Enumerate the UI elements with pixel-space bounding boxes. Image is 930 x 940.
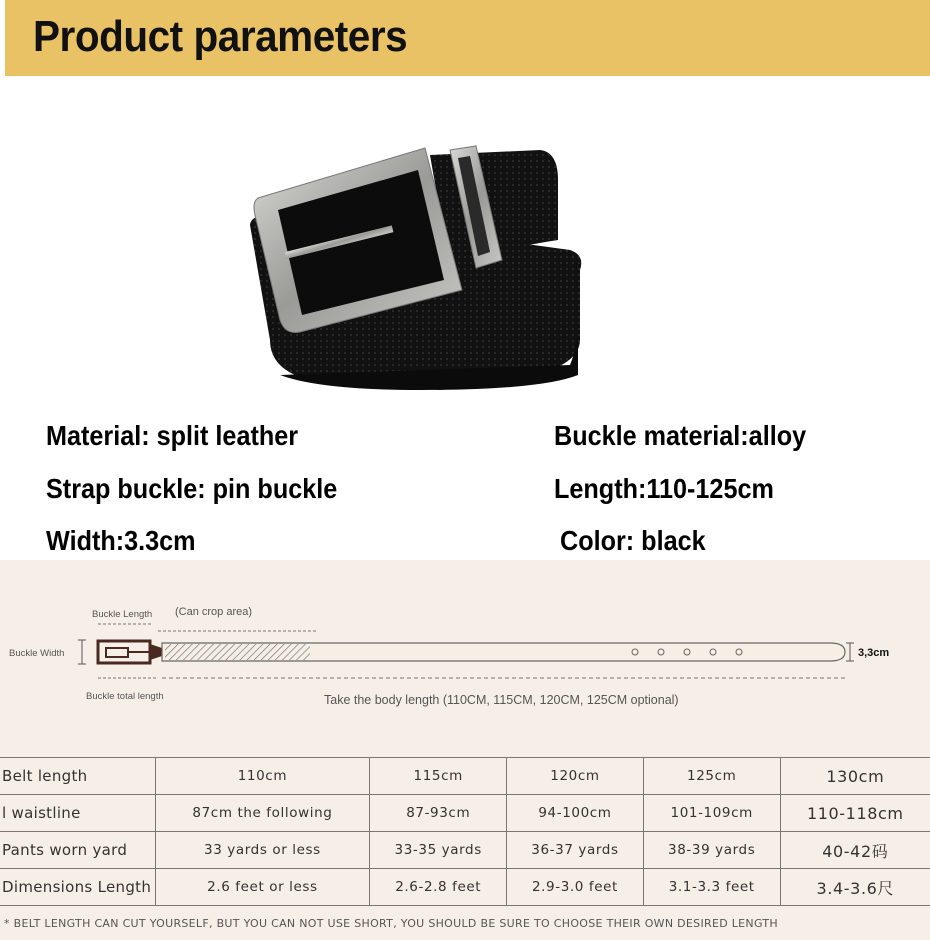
- buckle-total-length-label: Buckle total length: [86, 691, 164, 702]
- table-cell: 3.4-3.6尺: [780, 869, 930, 906]
- table-cell: 36-37 yards: [507, 832, 644, 869]
- spec-length: Length:110-125cm: [554, 473, 774, 504]
- spec-width: Width:3.3cm: [46, 525, 196, 556]
- table-row: [0, 758, 930, 795]
- table-cell: 101-109cm: [643, 795, 780, 832]
- table-cell: 125cm: [643, 758, 780, 795]
- table-cell: 115cm: [370, 758, 507, 795]
- table-cell: 33 yards or less: [155, 832, 370, 869]
- spec-material: Material: split leather: [46, 420, 299, 451]
- crop-area-label: (Can crop area): [175, 606, 253, 618]
- table-cell: 87cm the following: [155, 795, 370, 832]
- table-row-label: l waistline: [0, 795, 155, 832]
- table-cell: 2.6 feet or less: [155, 869, 370, 906]
- size-table: [0, 757, 930, 906]
- header-banner: [5, 0, 930, 76]
- table-row-label: Pants worn yard: [0, 832, 155, 869]
- belt-dimension-diagram: [0, 560, 930, 750]
- body-length-label: Take the body length (110CM, 115CM, 120CM, 125CM optional): [324, 693, 679, 707]
- table-row-label: Belt length: [0, 758, 155, 795]
- table-cell: 120cm: [507, 758, 644, 795]
- buckle-width-label: Buckle Width: [9, 648, 65, 659]
- table-row: [0, 869, 930, 906]
- table-row: [0, 832, 930, 869]
- table-cell: 33-35 yards: [370, 832, 507, 869]
- strap-width-label: 3,3cm: [858, 647, 890, 659]
- table-row: [0, 795, 930, 832]
- table-cell: 87-93cm: [370, 795, 507, 832]
- table-cell: 38-39 yards: [643, 832, 780, 869]
- table-cell: 110cm: [155, 758, 370, 795]
- belt-product-image: [240, 140, 590, 400]
- table-cell: 40-42码: [780, 832, 930, 869]
- table-cell: 3.1-3.3 feet: [643, 869, 780, 906]
- table-row-label: Dimensions Length: [0, 869, 155, 906]
- buckle-length-label: Buckle Length: [92, 609, 153, 620]
- spec-color: Color: black: [560, 525, 706, 556]
- table-cell: 94-100cm: [507, 795, 644, 832]
- spec-buckle-material: Buckle material:alloy: [554, 420, 807, 451]
- table-cell: 110-118cm: [780, 795, 930, 832]
- footnote: * BELT LENGTH CAN CUT YOURSELF, BUT YOU CAN NOT USE SHORT, YOU SHOULD BE SURE TO CHOOSE THEIR OWN DESIRED LENGTH: [4, 917, 778, 930]
- table-cell: 2.9-3.0 feet: [507, 869, 644, 906]
- size-guide-section: [0, 560, 930, 940]
- page-title: Product parameters: [33, 12, 408, 61]
- table-cell: 2.6-2.8 feet: [370, 869, 507, 906]
- table-cell: 130cm: [780, 758, 930, 795]
- spec-strap-buckle: Strap buckle: pin buckle: [46, 473, 338, 504]
